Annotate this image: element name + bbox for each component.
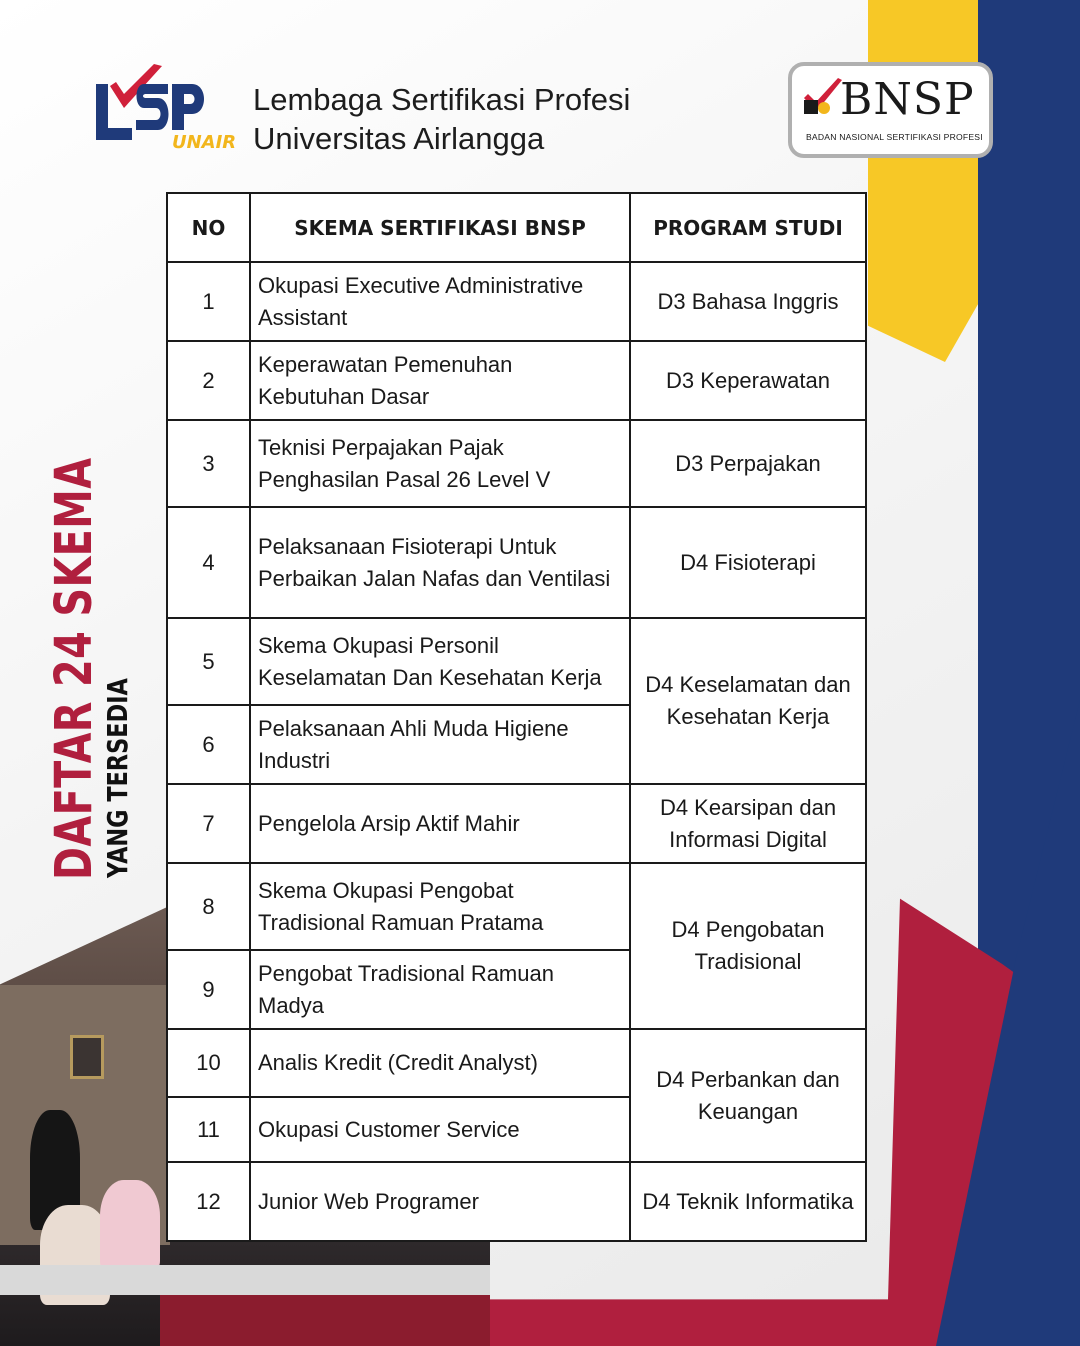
table-row	[167, 341, 866, 420]
row-skema: Analis Kredit (Credit Analyst)	[250, 1029, 630, 1097]
row-skema: Teknisi Perpajakan Pajak Penghasilan Pasal 26 Level V	[250, 420, 630, 507]
side-title-main: DAFTAR 24 SKEMA	[45, 457, 104, 880]
row-skema: Okupasi Customer Service	[250, 1097, 630, 1162]
lsp-unair-logo	[92, 62, 240, 154]
row-skema: Okupasi Executive Administrative Assistant	[250, 262, 630, 341]
row-skema: Pelaksanaan Fisioterapi Untuk Perbaikan Jalan Nafas dan Ventilasi	[250, 507, 630, 618]
row-skema: Skema Okupasi Personil Keselamatan Dan Kesehatan Kerja	[250, 618, 630, 705]
bnsp-logo-text: BNSP	[840, 74, 975, 125]
table-row	[167, 507, 866, 618]
row-program: D3 Keperawatan	[630, 341, 866, 420]
header-no: NO	[167, 193, 250, 262]
row-program: D4 Kearsipan dan Informasi Digital	[630, 784, 866, 863]
row-program: D4 Keselamatan dan Kesehatan Kerja	[630, 618, 866, 784]
org-title-line2: Universitas Airlangga	[253, 121, 545, 156]
photo-table	[0, 1265, 490, 1295]
row-no: 6	[167, 705, 250, 784]
row-program: D4 Fisioterapi	[630, 507, 866, 618]
row-skema: Junior Web Programer	[250, 1162, 630, 1241]
table-row	[167, 262, 866, 341]
table-row	[167, 784, 866, 863]
yellow-band	[868, 0, 978, 362]
row-no: 4	[167, 507, 250, 618]
certification-table	[166, 192, 867, 1242]
side-title-sub: YANG TERSEDIA	[101, 678, 134, 878]
row-skema: Pelaksanaan Ahli Muda Higiene Industri	[250, 705, 630, 784]
row-no: 11	[167, 1097, 250, 1162]
row-no: 10	[167, 1029, 250, 1097]
table-row	[167, 1162, 866, 1241]
row-no: 7	[167, 784, 250, 863]
row-no: 12	[167, 1162, 250, 1241]
row-program: D3 Bahasa Inggris	[630, 262, 866, 341]
table-row	[167, 863, 866, 950]
row-no: 9	[167, 950, 250, 1029]
bnsp-logo	[788, 62, 993, 158]
table-row	[167, 1029, 866, 1097]
table-row	[167, 420, 866, 507]
lsp-logo-label: UNAIR	[172, 132, 237, 153]
row-no: 2	[167, 341, 250, 420]
row-no: 3	[167, 420, 250, 507]
row-program: D4 Pengobatan Tradisional	[630, 863, 866, 1029]
header-skema: SKEMA SERTIFIKASI BNSP	[250, 193, 630, 262]
photo-person	[100, 1180, 160, 1270]
header-program: PROGRAM STUDI	[630, 193, 866, 262]
row-skema: Skema Okupasi Pengobat Tradisional Ramuan Pratama	[250, 863, 630, 950]
row-program: D3 Perpajakan	[630, 420, 866, 507]
photo-carpet	[160, 1295, 490, 1346]
org-title-line1: Lembaga Sertifikasi Profesi	[253, 82, 631, 117]
table-row	[167, 618, 866, 705]
row-program: D4 Teknik Informatika	[630, 1162, 866, 1241]
row-no: 5	[167, 618, 250, 705]
table-header-row	[167, 193, 866, 262]
row-skema: Keperawatan Pemenuhan Kebutuhan Dasar	[250, 341, 630, 420]
row-skema: Pengobat Tradisional Ramuan Madya	[250, 950, 630, 1029]
row-program: D4 Perbankan dan Keuangan	[630, 1029, 866, 1162]
photo-frame	[70, 1035, 104, 1079]
row-no: 8	[167, 863, 250, 950]
org-title	[253, 80, 630, 158]
bnsp-emblem-icon	[802, 78, 844, 126]
row-skema: Pengelola Arsip Aktif Mahir	[250, 784, 630, 863]
bnsp-logo-subtitle: BADAN NASIONAL SERTIFIKASI PROFESI	[806, 132, 983, 142]
side-title	[45, 338, 134, 880]
row-no: 1	[167, 262, 250, 341]
